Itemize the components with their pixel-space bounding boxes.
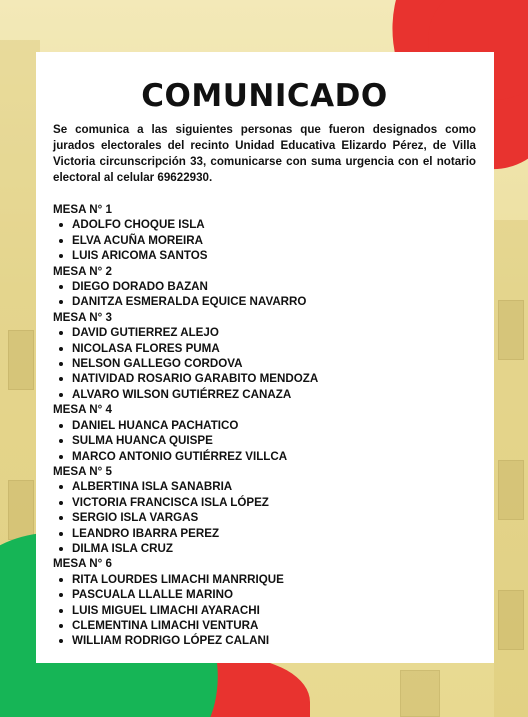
person-name: DANITZA ESMERALDA EQUICE NAVARRO — [72, 295, 307, 309]
person-name: DIEGO DORADO BAZAN — [72, 280, 208, 294]
mesa-names-list — [53, 572, 476, 649]
mesa-label: MESA N° 4 — [53, 403, 112, 417]
person-name: CLEMENTINA LIMACHI VENTURA — [72, 618, 259, 632]
list-item — [53, 603, 476, 618]
bullet-icon — [59, 239, 63, 243]
list-item — [53, 294, 476, 309]
bullet-icon — [59, 485, 63, 489]
bullet-icon — [59, 532, 63, 536]
list-item — [53, 341, 476, 356]
bullet-icon — [59, 331, 63, 335]
mesa-names-list — [53, 217, 476, 263]
person-name: ELVA ACUÑA MOREIRA — [72, 233, 203, 247]
window — [8, 330, 34, 390]
person-name: ALBERTINA ISLA SANABRIA — [72, 480, 233, 494]
person-name: DILMA ISLA CRUZ — [72, 541, 173, 555]
person-name: NATIVIDAD ROSARIO GARABITO MENDOZA — [72, 372, 319, 386]
bullet-icon — [59, 223, 63, 227]
list-item — [53, 418, 476, 433]
person-name: DANIEL HUANCA PACHATICO — [72, 418, 239, 432]
bullet-icon — [59, 501, 63, 505]
intro-paragraph: Se comunica a las siguientes personas que fueron designados como jurados electorales del recinto Unidad Educativa Elizardo Pérez, de Villa Victoria circunscripción 33, comunicarse con suma urgencia con el notario electoral al celular 69622930. — [53, 123, 476, 184]
list-item — [53, 526, 476, 541]
person-name: VICTORIA FRANCISCA ISLA LÓPEZ — [72, 495, 269, 509]
bullet-icon — [59, 609, 63, 613]
list-item — [53, 572, 476, 587]
bullet-icon — [59, 393, 63, 397]
list-item — [53, 371, 476, 386]
bullet-icon — [59, 455, 63, 459]
person-name: LUIS ARICOMA SANTOS — [72, 249, 208, 263]
person-name: MARCO ANTONIO GUTIÉRREZ VILLCA — [72, 449, 288, 463]
mesa-names-list — [53, 418, 476, 464]
list-item — [53, 618, 476, 633]
bullet-icon — [59, 362, 63, 366]
person-name: ADOLFO CHOQUE ISLA — [72, 218, 205, 232]
mesa-names-list — [53, 325, 476, 402]
mesa-label: MESA N° 3 — [53, 310, 112, 324]
list-item — [53, 233, 476, 248]
mesa-names-list — [53, 279, 476, 310]
person-name: NICOLASA FLORES PUMA — [72, 341, 220, 355]
bullet-icon — [59, 639, 63, 643]
bullet-icon — [59, 593, 63, 597]
mesas-list — [53, 202, 476, 649]
person-name: NELSON GALLEGO CORDOVA — [72, 357, 243, 371]
list-item — [53, 356, 476, 371]
list-item — [53, 433, 476, 448]
announcement-card — [36, 52, 494, 663]
list-item — [53, 279, 476, 294]
person-name: SULMA HUANCA QUISPE — [72, 434, 213, 448]
list-item — [53, 510, 476, 525]
bullet-icon — [59, 578, 63, 582]
list-item — [53, 449, 476, 464]
list-item — [53, 587, 476, 602]
person-name: DAVID GUTIERREZ ALEJO — [72, 326, 219, 340]
window — [8, 480, 34, 540]
person-name: LEANDRO IBARRA PEREZ — [72, 526, 220, 540]
bullet-icon — [59, 547, 63, 551]
mesa-label: MESA N° 1 — [53, 203, 112, 216]
person-name: RITA LOURDES LIMACHI MANRRIQUE — [72, 572, 284, 586]
person-name: SERGIO ISLA VARGAS — [72, 511, 199, 525]
window — [498, 300, 524, 360]
list-item — [53, 633, 476, 648]
person-name: PASCUALA LLALLE MARINO — [72, 588, 234, 602]
person-name: WILLIAM RODRIGO LÓPEZ CALANI — [72, 634, 270, 648]
bullet-icon — [59, 424, 63, 428]
bullet-icon — [59, 516, 63, 520]
mesa-label: MESA N° 5 — [53, 464, 112, 478]
page-title: COMUNICADO — [141, 78, 388, 114]
list-item — [53, 325, 476, 340]
bullet-icon — [59, 285, 63, 289]
window — [498, 460, 524, 520]
list-item — [53, 217, 476, 232]
mesa-label: MESA N° 2 — [53, 264, 112, 278]
person-name: ALVARO WILSON GUTIÉRREZ CANAZA — [72, 387, 292, 401]
list-item — [53, 495, 476, 510]
list-item — [53, 541, 476, 556]
mesa-names-list — [53, 479, 476, 556]
window — [400, 670, 440, 717]
list-item — [53, 248, 476, 263]
bullet-icon — [59, 300, 63, 304]
bullet-icon — [59, 377, 63, 381]
mesa-label: MESA N° 6 — [53, 557, 112, 571]
bullet-icon — [59, 347, 63, 351]
bullet-icon — [59, 254, 63, 258]
bullet-icon — [59, 439, 63, 443]
window — [498, 590, 524, 650]
list-item — [53, 387, 476, 402]
person-name: LUIS MIGUEL LIMACHI AYARACHI — [72, 603, 260, 617]
list-item — [53, 479, 476, 494]
bullet-icon — [59, 624, 63, 628]
